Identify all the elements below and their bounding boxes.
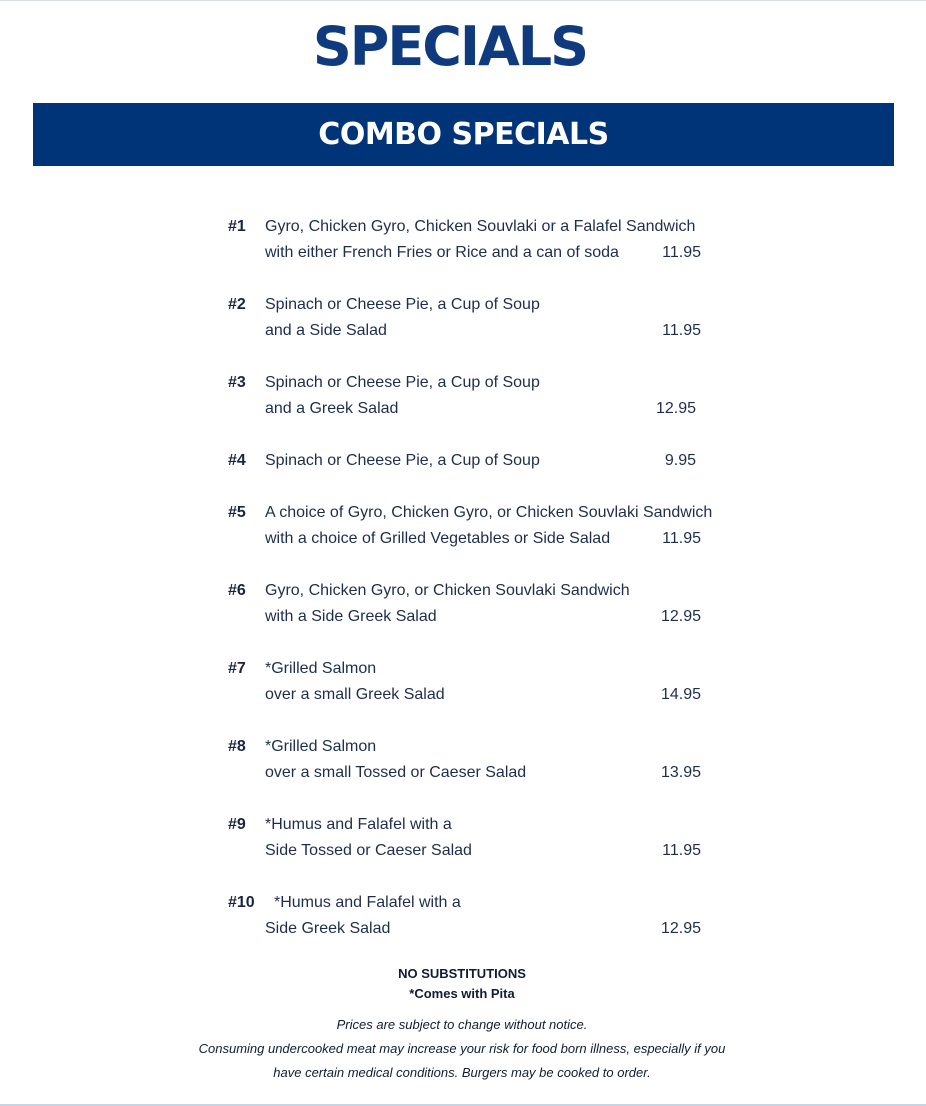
item-number: #4 (228, 452, 246, 469)
item-description: Gyro, Chicken Gyro, or Chicken Souvlaki Sandwich (265, 582, 630, 599)
item-description-continued: Side Tossed or Caeser Salad (265, 842, 472, 859)
item-price: 14.95 (660, 686, 701, 703)
item-description: *Grilled Salmon (265, 660, 377, 677)
list-item (0, 656, 926, 708)
item-description: Spinach or Cheese Pie, a Cup of Soup (265, 296, 540, 313)
item-description: *Grilled Salmon (265, 738, 377, 755)
list-item (0, 734, 926, 786)
no-substitutions-note: NO SUBSTITUTIONS (398, 966, 526, 981)
health-warning-line2: have certain medical conditions. Burgers may be cooked to order. (273, 1065, 651, 1080)
item-price: 11.95 (662, 322, 701, 339)
banner-title: COMBO SPECIALS (318, 117, 609, 152)
item-description: A choice of Gyro, Chicken Gyro, or Chicken Souvlaki Sandwich (265, 504, 713, 521)
item-description-continued: and a Side Salad (265, 322, 387, 339)
item-price: 12.95 (655, 400, 696, 417)
item-price: 12.95 (660, 920, 701, 937)
page-title: SPECIALS (312, 15, 588, 78)
item-description-continued: and a Greek Salad (265, 400, 399, 417)
item-description-continued: with either French Fries or Rice and a can of soda (265, 244, 619, 261)
item-description: *Humus and Falafel with a (265, 816, 452, 833)
list-item (0, 292, 926, 344)
top-divider (0, 0, 926, 1)
list-item (0, 214, 926, 266)
comes-with-pita-note: *Comes with Pita (409, 986, 515, 1001)
item-description: *Humus and Falafel with a (274, 894, 461, 911)
item-description: Spinach or Cheese Pie, a Cup of Soup (265, 452, 540, 469)
list-item (0, 370, 926, 422)
item-number: #8 (228, 738, 246, 755)
item-number: #3 (228, 374, 246, 391)
item-price: 11.95 (662, 244, 701, 261)
list-item (0, 448, 926, 500)
list-item (0, 890, 926, 942)
list-item (0, 500, 926, 552)
item-number: #9 (228, 816, 246, 833)
item-number: #2 (228, 296, 246, 313)
prices-notice: Prices are subject to change without notice. (336, 1017, 588, 1032)
item-description: Gyro, Chicken Gyro, Chicken Souvlaki or a Falafel Sandwich (265, 218, 696, 235)
item-price: 12.95 (660, 608, 701, 625)
item-price: 13.95 (660, 764, 701, 781)
item-price: 11.95 (662, 842, 701, 859)
item-number: #7 (228, 660, 246, 677)
item-description-continued: with a Side Greek Salad (265, 608, 437, 625)
item-description: Spinach or Cheese Pie, a Cup of Soup (265, 374, 540, 391)
item-description-continued: over a small Greek Salad (265, 686, 445, 703)
health-warning-line1: Consuming undercooked meat may increase your risk for food born illness, especially if you (198, 1041, 726, 1056)
item-price: 11.95 (662, 530, 701, 547)
item-number: #5 (228, 504, 246, 521)
item-number: #6 (228, 582, 246, 599)
list-item (0, 578, 926, 630)
item-description-continued: Side Greek Salad (265, 920, 391, 937)
item-number: #10 (228, 894, 255, 911)
item-description-continued: over a small Tossed or Caeser Salad (265, 764, 527, 781)
item-number: #1 (228, 218, 246, 235)
item-description-continued: with a choice of Grilled Vegetables or Side Salad (265, 530, 611, 547)
item-price: 9.95 (664, 452, 696, 469)
list-item (0, 812, 926, 864)
combo-specials-banner (33, 103, 894, 166)
